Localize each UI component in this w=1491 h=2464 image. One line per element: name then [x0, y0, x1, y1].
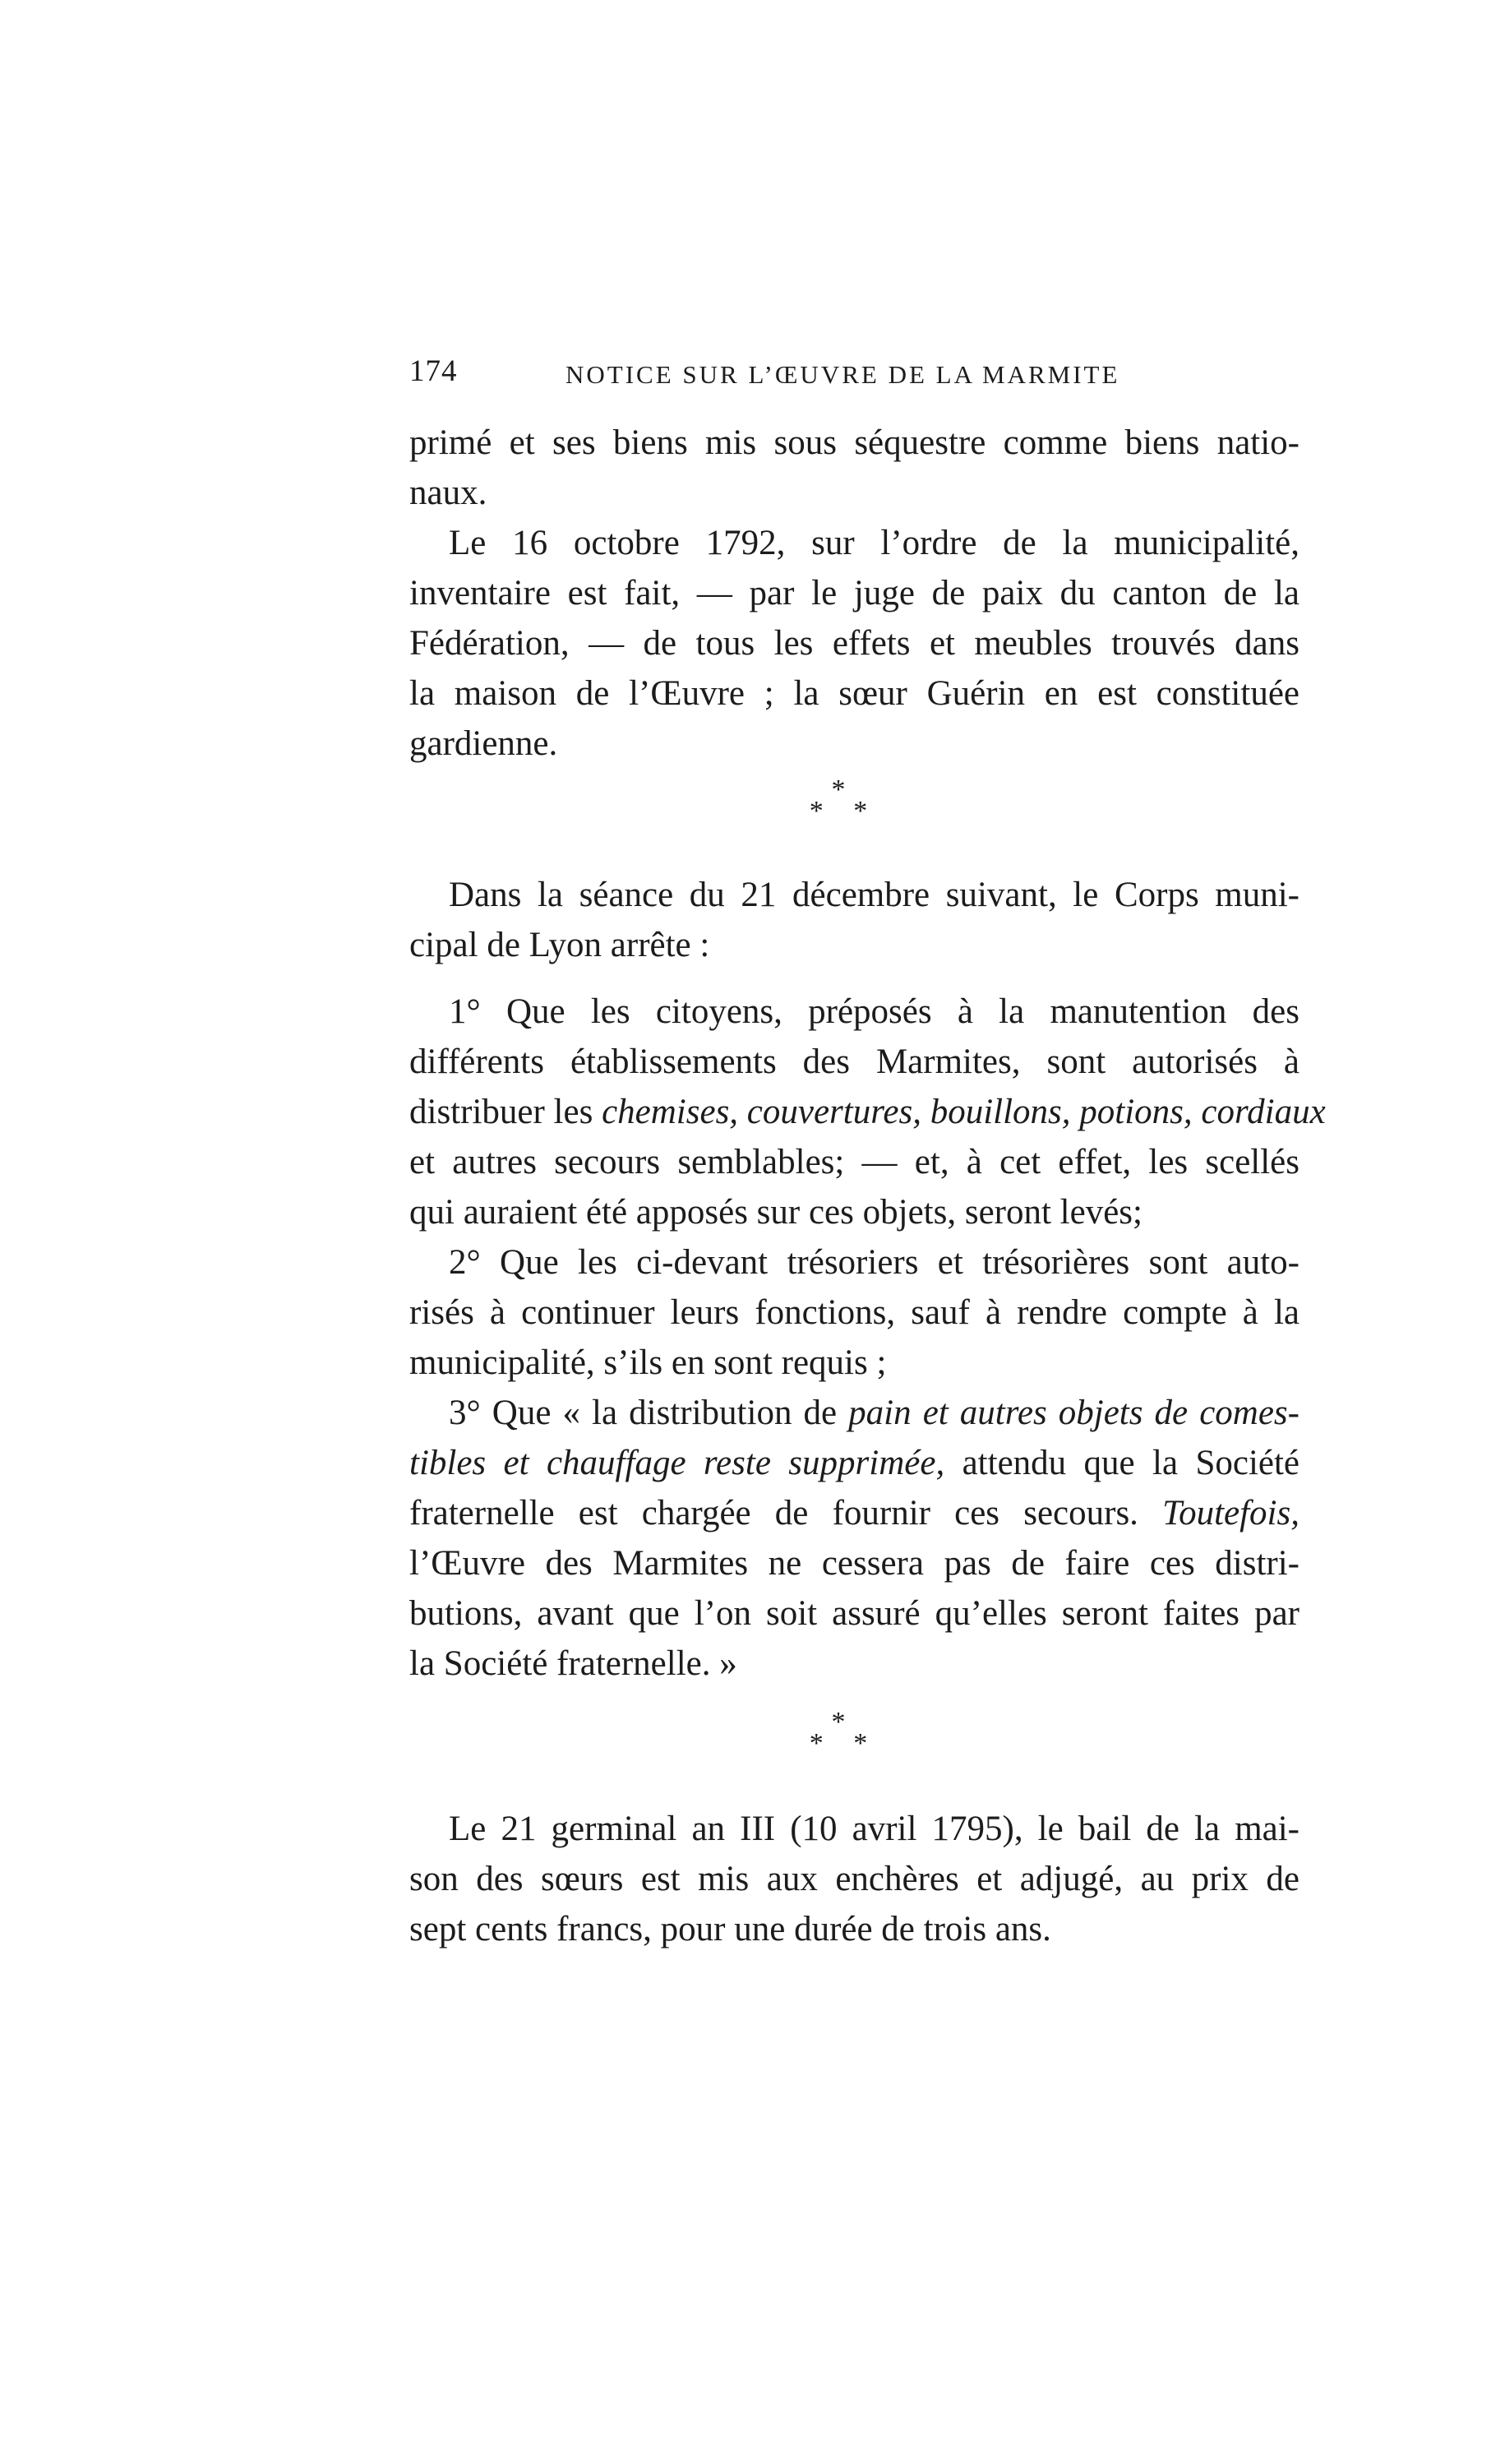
text-line: inventaire est fait, — par le juge de paix du canton de la: [409, 574, 1299, 613]
text-line: primé et ses biens mis sous séquestre comme biens natio-: [409, 423, 1299, 462]
text-line: butions, avant que l’on soit assuré qu’elles seront faites par: [409, 1594, 1299, 1633]
italic-run: Toutefois,: [1162, 1494, 1299, 1532]
text-line: et autres secours semblables; — et, à cet effet, les scellés: [409, 1143, 1299, 1181]
running-title: NOTICE SUR L’ŒUVRE DE LA MARMITE: [565, 360, 1120, 389]
text-line: qui auraient été apposés sur ces objets, seront levés;: [409, 1193, 1142, 1232]
text-run: distribuer les: [409, 1093, 602, 1131]
text-line: Dans la séance du 21 décembre suivant, le Corps muni-: [449, 876, 1299, 914]
text-line: la maison de l’Œuvre ; la sœur Guérin en est constituée: [409, 674, 1299, 713]
text-line: 1° Que les citoyens, préposés à la manutention des: [449, 992, 1299, 1031]
text-line: risés à continuer leurs fonctions, sauf à rendre compte à la: [409, 1293, 1299, 1332]
text-line: [409, 1438, 1299, 1488]
text-run: attendu que la Société: [944, 1444, 1300, 1482]
italic-run: chemises, couvertures, bouillons, potions, cordiaux: [602, 1093, 1326, 1131]
text-line: municipalité, s’ils en sont requis ;: [409, 1343, 887, 1382]
text-run: fraternelle est chargée de fournir ces secours.: [409, 1494, 1163, 1532]
text-line: 2° Que les ci-devant trésoriers et trésorières sont auto-: [449, 1243, 1299, 1282]
decree-items: [409, 987, 1326, 1689]
text-line: Le 21 germinal an III (10 avril 1795), le bail de la mai-: [449, 1810, 1299, 1848]
text-line: l’Œuvre des Marmites ne cessera pas de faire ces distri-: [409, 1544, 1299, 1583]
asterism-top: *: [831, 774, 846, 805]
italic-run: pain et autres objets de comes-: [848, 1394, 1299, 1432]
text-line: différents établissements des Marmites, sont autorisés à: [409, 1042, 1299, 1081]
text-line: [409, 1388, 1299, 1438]
text-line: gardienne.: [409, 724, 558, 763]
asterism-bottom: * *: [809, 1728, 879, 1759]
paragraph-seance: [409, 870, 1299, 970]
asterism-separator: [789, 774, 888, 826]
page-header: [409, 354, 1309, 403]
italic-run: tibles et chauffage reste supprimée,: [409, 1444, 945, 1482]
paragraph-germinal: [409, 1804, 1299, 1954]
text-run: 3° Que « la distribution de: [449, 1394, 849, 1432]
paragraph-sequestration: [409, 418, 1299, 769]
text-line: [409, 1488, 1299, 1538]
text-line: [409, 1087, 1326, 1137]
asterism-separator: [789, 1707, 888, 1759]
text-line: son des sœurs est mis aux enchères et adjugé, au prix de: [409, 1860, 1299, 1898]
text-line: la Société fraternelle. »: [409, 1644, 737, 1683]
asterism-top: *: [831, 1707, 846, 1737]
text-line: naux.: [409, 474, 487, 512]
asterism-bottom: * *: [809, 796, 879, 826]
text-line: Fédération, — de tous les effets et meubles trouvés dans: [409, 624, 1299, 663]
text-line: sept cents francs, pour une durée de trois ans.: [409, 1910, 1051, 1949]
text-line: Le 16 octobre 1792, sur l’ordre de la municipalité,: [449, 524, 1299, 562]
text-line: cipal de Lyon arrête :: [409, 926, 710, 964]
page-number: 174: [409, 354, 458, 388]
